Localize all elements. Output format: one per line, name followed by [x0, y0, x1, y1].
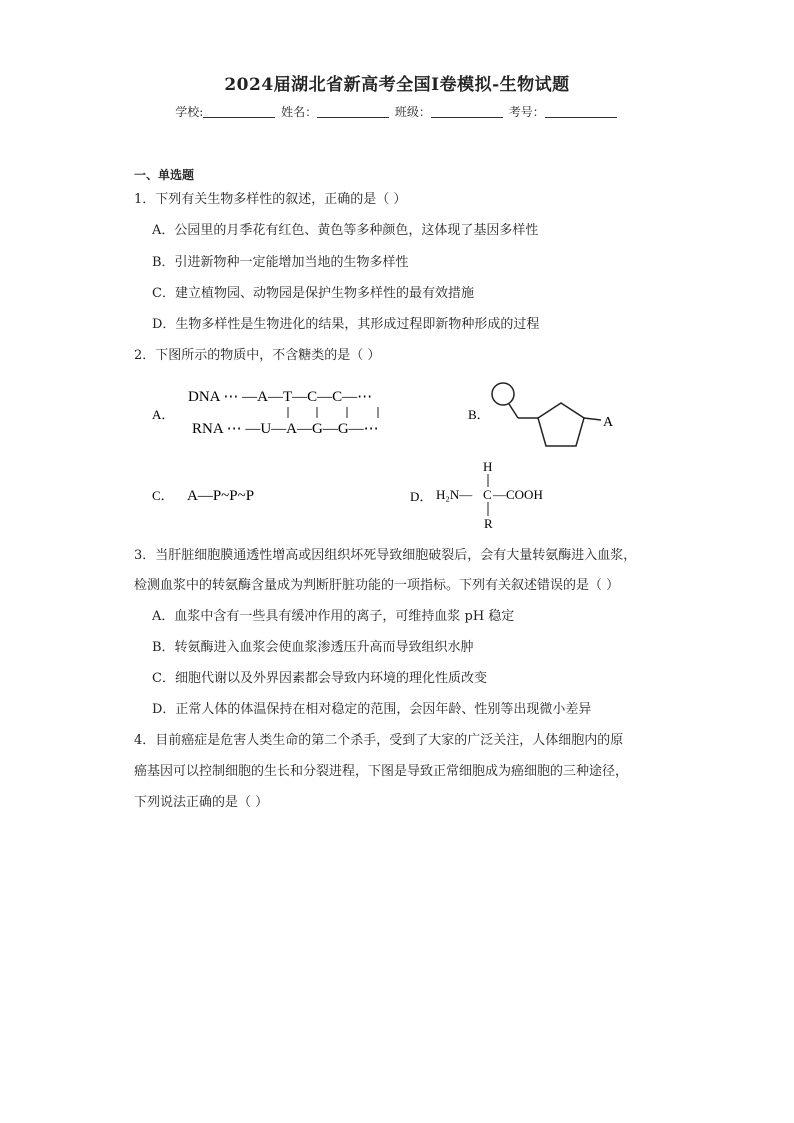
- amino-acid-h: H: [483, 459, 493, 474]
- number-blank[interactable]: [545, 105, 617, 118]
- name-blank[interactable]: [317, 105, 389, 118]
- option-b-label[interactable]: B．: [468, 407, 490, 422]
- amino-group: H₂N—: [436, 487, 473, 502]
- school-blank[interactable]: [203, 105, 275, 118]
- ring-group-a: A: [603, 415, 614, 430]
- question-3-stem-line2: 检测血浆中的转氨酶含量成为判断肝脏功能的一项指标。下列有关叙述错误的是（ ）: [134, 578, 620, 593]
- atp-formula: A—P~P~P: [187, 488, 255, 504]
- question-1-option-c[interactable]: C．建立植物园、动物园是保护生物多样性的最有效措施: [152, 286, 474, 301]
- question-3-option-c[interactable]: C．细胞代谢以及外界因素都会导致内环境的理化性质改变: [152, 671, 487, 686]
- question-3-stem-line1: 3．当肝脏细胞膜通透性增高或因组织坏死导致细胞破裂后，会有大量转氨酶进入血浆，: [134, 548, 637, 563]
- class-label: 班级：: [394, 105, 431, 119]
- class-blank[interactable]: [431, 105, 503, 118]
- option-a-label[interactable]: A．: [152, 407, 175, 422]
- question-3-option-a[interactable]: A．血浆中含有一些具有缓冲作用的离子，可维持血浆 pH 稳定: [152, 609, 515, 624]
- section-heading: 一、单选题: [134, 168, 195, 182]
- question-2-stem: 2．下图所示的物质中，不含糖类的是（ ）: [134, 348, 381, 363]
- option-d-label[interactable]: D．: [410, 489, 433, 504]
- question-1-option-d[interactable]: D．生物多样性是生物进化的结果，其形成过程即新物种形成的过程: [152, 317, 540, 332]
- question-1-option-a[interactable]: A．公园里的月季花有红色、黄色等多种颜色，这体现了基因多样性: [152, 223, 539, 238]
- student-info-line: [0, 103, 794, 120]
- alpha-carbon: C: [483, 487, 492, 502]
- base-pair-bonds: [288, 407, 378, 418]
- pentose-ring-structure: [492, 383, 601, 446]
- school-label: 学校:: [175, 105, 204, 119]
- question-4-stem-line2: 癌基因可以控制细胞的生长和分裂进程，下图是导致正常细胞成为癌细胞的三种途径，: [134, 764, 629, 779]
- option-c-label[interactable]: C．: [152, 488, 174, 503]
- question-2-figures: [0, 370, 794, 540]
- dna-strand: DNA ⋯ —A—T—C—C—⋯: [188, 389, 373, 405]
- carboxyl-group: —COOH: [493, 487, 543, 502]
- number-label: 考号：: [508, 105, 545, 119]
- name-label: 姓名：: [281, 105, 318, 119]
- rna-strand: RNA ⋯ —U—A—G—G—⋯: [192, 421, 379, 437]
- question-3-option-b[interactable]: B．转氨酶进入血浆会使血浆渗透压升高而导致组织水肿: [152, 640, 474, 655]
- question-1-stem: 1．下列有关生物多样性的叙述，正确的是（ ）: [134, 192, 407, 207]
- amino-acid-r: R: [484, 516, 493, 531]
- page-title: 2024届湖北省新高考全国Ⅰ卷模拟-生物试题: [224, 75, 570, 95]
- question-3-option-d[interactable]: D．正常人体的体温保持在相对稳定的范围，会因年龄、性别等出现微小差异: [152, 702, 592, 717]
- question-1-option-b[interactable]: B．引进新物种一定能增加当地的生物多样性: [152, 255, 409, 270]
- question-4-stem-line3: 下列说法正确的是（ ）: [134, 795, 269, 810]
- question-4-stem-line1: 4．目前癌症是危害人类生命的第二个杀手，受到了大家的广泛关注，人体细胞内的原: [134, 733, 624, 748]
